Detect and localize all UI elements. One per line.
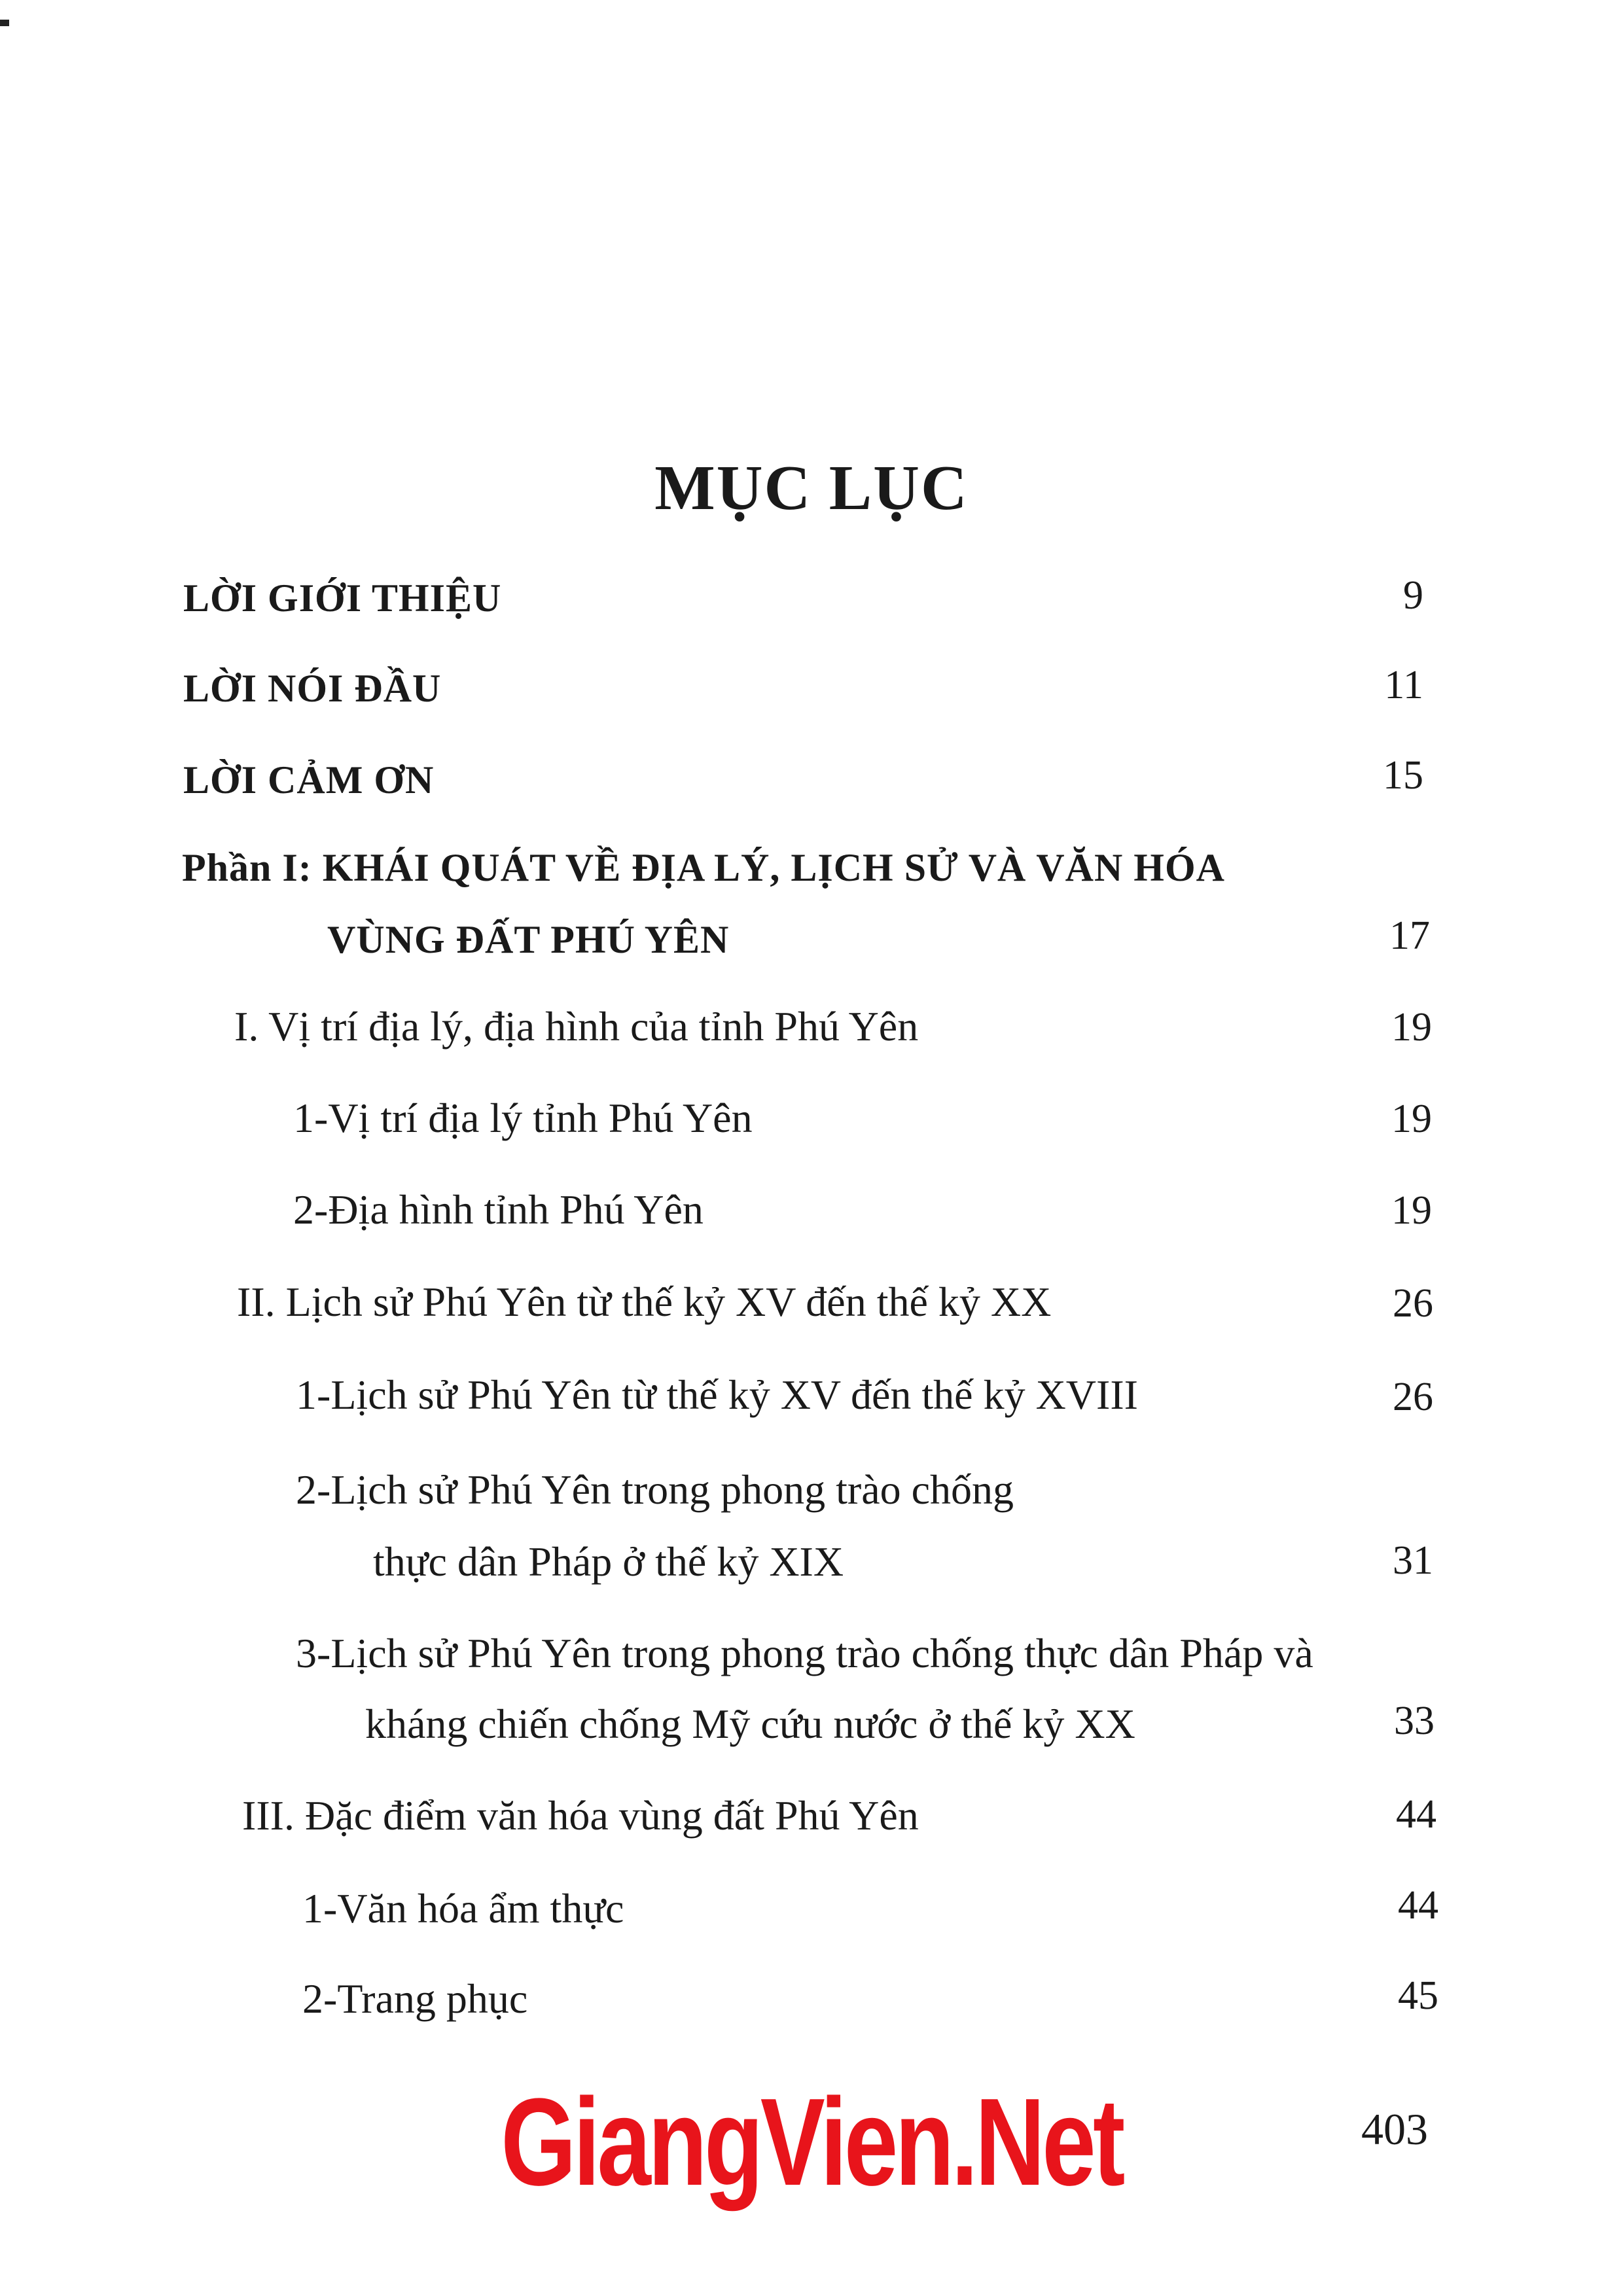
toc-page-number: 15 [1383,753,1423,798]
page-title: MỤC LỤC [654,453,969,523]
toc-entry-ii-1: 1-Lịch sử Phú Yên từ thế kỷ XV đến thế kỷ XVIII [296,1371,1138,1418]
toc-page-number: 26 [1393,1281,1433,1326]
toc-entry-ii-2: 2-Lịch sử Phú Yên trong phong trào chống [296,1466,1014,1513]
toc-entry-ii-2-line2: thực dân Pháp ở thế kỷ XIX [373,1538,844,1585]
toc-entry-ii-3: 3-Lịch sử Phú Yên trong phong trào chống thực dân Pháp và [296,1630,1313,1676]
toc-entry-loi-noi-dau: LỜI NÓI ĐẦU [183,667,442,710]
toc-entry-iii-1: 1-Văn hóa ẩm thực [302,1885,624,1932]
toc-entry-section-ii: II. Lịch sử Phú Yên từ thế kỷ XV đến thế kỷ XX [237,1279,1052,1325]
watermark-logo: GiangVien.Net [501,2073,1122,2212]
toc-page-number: 44 [1396,1792,1436,1837]
toc-entry-phan-1: Phần I: KHÁI QUÁT VỀ ĐỊA LÝ, LỊCH SỬ VÀ VĂN HÓA [182,846,1225,889]
page-number: 403 [1361,2104,1428,2154]
toc-entry-loi-gioi-thieu: LỜI GIỚI THIỆU [183,576,502,620]
toc-page-number: 11 [1384,663,1423,707]
toc-page-number: 45 [1398,1973,1438,2018]
toc-entry-i-2: 2-Địa hình tỉnh Phú Yên [293,1186,704,1233]
toc-page-number: 44 [1398,1883,1438,1928]
toc-entry-section-i: I. Vị trí địa lý, địa hình của tỉnh Phú Yên [234,1003,919,1050]
toc-page-number: 19 [1391,1188,1432,1233]
toc-page-number: 19 [1391,1005,1432,1050]
toc-page-number: 17 [1389,913,1430,958]
toc-entry-iii-2: 2-Trang phục [302,1975,528,2022]
toc-page-number: 9 [1403,573,1423,618]
toc-entry-ii-3-line2: kháng chiến chống Mỹ cứu nước ở thế kỷ XX [365,1701,1135,1747]
toc-entry-phan-1-line2: VÙNG ĐẤT PHÚ YÊN [327,918,730,961]
toc-entry-i-1: 1-Vị trí địa lý tỉnh Phú Yên [293,1095,753,1141]
toc-page-number: 33 [1394,1699,1435,1743]
toc-page-number: 31 [1393,1538,1433,1583]
scan-mark [0,20,9,26]
toc-page-number: 19 [1391,1097,1432,1141]
toc-entry-loi-cam-on: LỜI CẢM ƠN [183,758,435,802]
toc-page-number: 26 [1393,1375,1433,1419]
toc-entry-section-iii: III. Đặc điểm văn hóa vùng đất Phú Yên [242,1792,919,1839]
